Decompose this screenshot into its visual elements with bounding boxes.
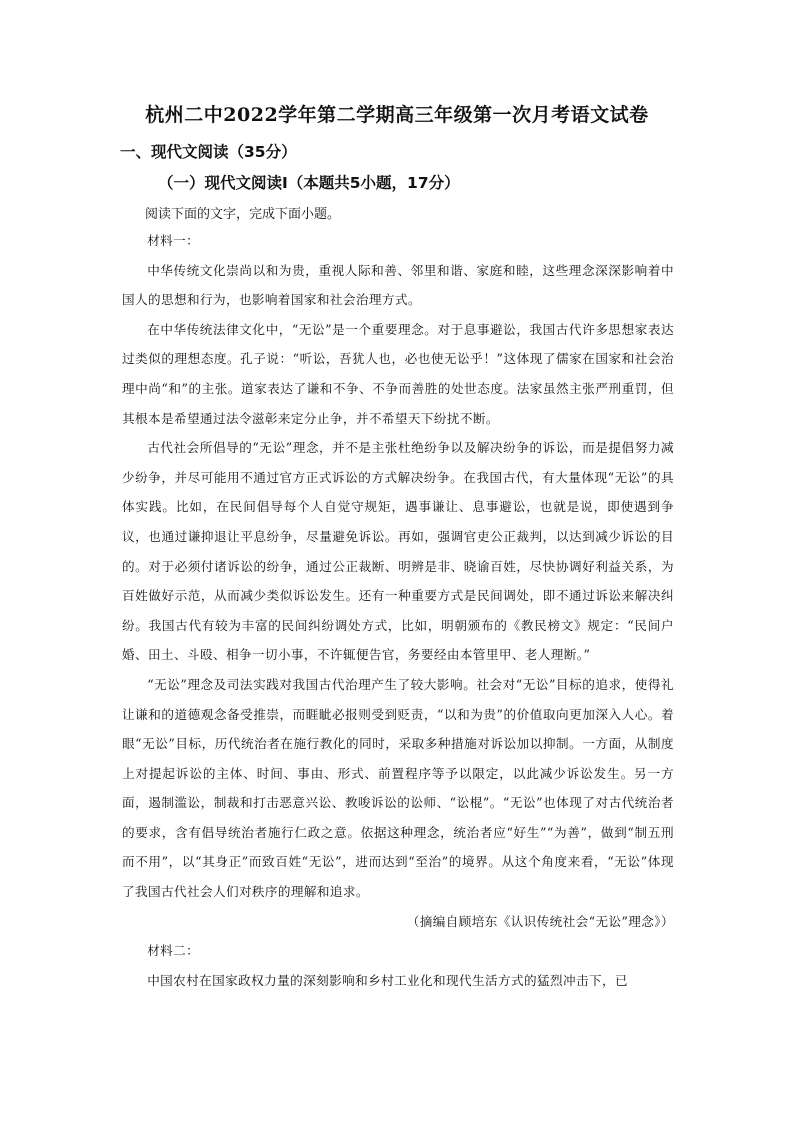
paragraph-4: “无讼”理念及司法实践对我国古代治理产生了较大影响。社会对“无讼”目标的追求，使得礼让谦和的道德观念备受推崇，而睚眦必报则受到贬责，“以和为贵”的价值取向更加深入人心。着眼“无讼”目标，历代统治者在施行教化的同时，采取多种措施对诉讼加以抑制。一方面，从制度上对提起诉讼的主体、时间、事由、形式、前置程序等予以限定，以此减少诉讼发生。另一方面，遏制滥讼，制裁和打击恶意兴讼、教唆诉讼的讼师、“讼棍”。“无讼”也体现了对古代统治者的要求，含有倡导统治者施行仁政之意。依据这种理念，统治者应“好生”“为善”，做到“制五刑而不用”，以“其身正”而致百姓“无讼”，进而达到“至治”的境界。从这个角度来看，“无讼”体现了我国古代社会人们对秩序的理解和追求。 <box>122 676 674 900</box>
paragraph-5: 中国农村在国家政权力量的深刻影响和乡村工业化和现代生活方式的猛烈冲击下，已 <box>147 972 628 988</box>
source-citation: （摘编自顾培东《认识传统社会“无讼”理念》） <box>406 913 674 929</box>
material-two-label: 材料二： <box>147 943 200 959</box>
exam-title: 杭州二中2022学年第二学期高三年级第一次月考语文试卷 <box>145 104 649 126</box>
reading-passage <box>122 226 674 995</box>
paragraph-3: 古代社会所倡导的“无讼”理念，并不是主张杜绝纷争以及解决纷争的诉讼，而是提倡努力减少纷争，并尽可能用不通过官方正式诉讼的方式解决纷争。在我国古代，有大量体现“无讼”的具体实践。比如，在民间倡导每个人自觉守规矩，遇事谦让、息事避讼，也就是说，即使遇到争议，也通过谦抑退让平息纷争，尽量避免诉讼。再如，强调官吏公正裁判，以达到减少诉讼的目的。对于必须付诸诉讼的纷争，通过公正裁断、明辨是非、晓谕百姓，尽快协调好利益关系，为百姓做好示范，从而减少类似诉讼发生。还有一种重要方式是民间调处，即不通过诉讼来解决纠纷。我国古代有较为丰富的民间纠纷调处方式，比如，明朝颁布的《教民榜文》规定：“民间户婚、田土、斗殴、相争一切小事，不许辄便告官，务要经由本管里甲、老人理断。” <box>122 440 674 663</box>
paragraph-2: 在中华传统法律文化中，“无讼”是一个重要理念。对于息事避讼，我国古代许多思想家表达过类似的理想态度。孔子说：“听讼，吾犹人也，必也使无讼乎！”这体现了儒家在国家和社会治理中尚“和”的主张。道家表达了谦和不争、不争而善胜的处世态度。法家虽然主张严刑重罚，但其根本是希望通过法令滋彰来定分止争，并不希望天下纷扰不断。 <box>122 321 674 426</box>
paragraph-1: 中华传统文化崇尚以和为贵，重视人际和善、邻里和谐、家庭和睦，这些理念深深影响着中国人的思想和行为，也影响着国家和社会治理方式。 <box>122 262 674 308</box>
instruction-text: 阅读下面的文字，完成下面小题。 <box>145 207 341 222</box>
material-one-label: 材料一： <box>147 233 200 248</box>
subsection-heading: （一）现代文阅读Ⅰ（本题共5小题，17分） <box>158 174 460 192</box>
section-heading: 一、现代文阅读（35分） <box>120 143 297 161</box>
